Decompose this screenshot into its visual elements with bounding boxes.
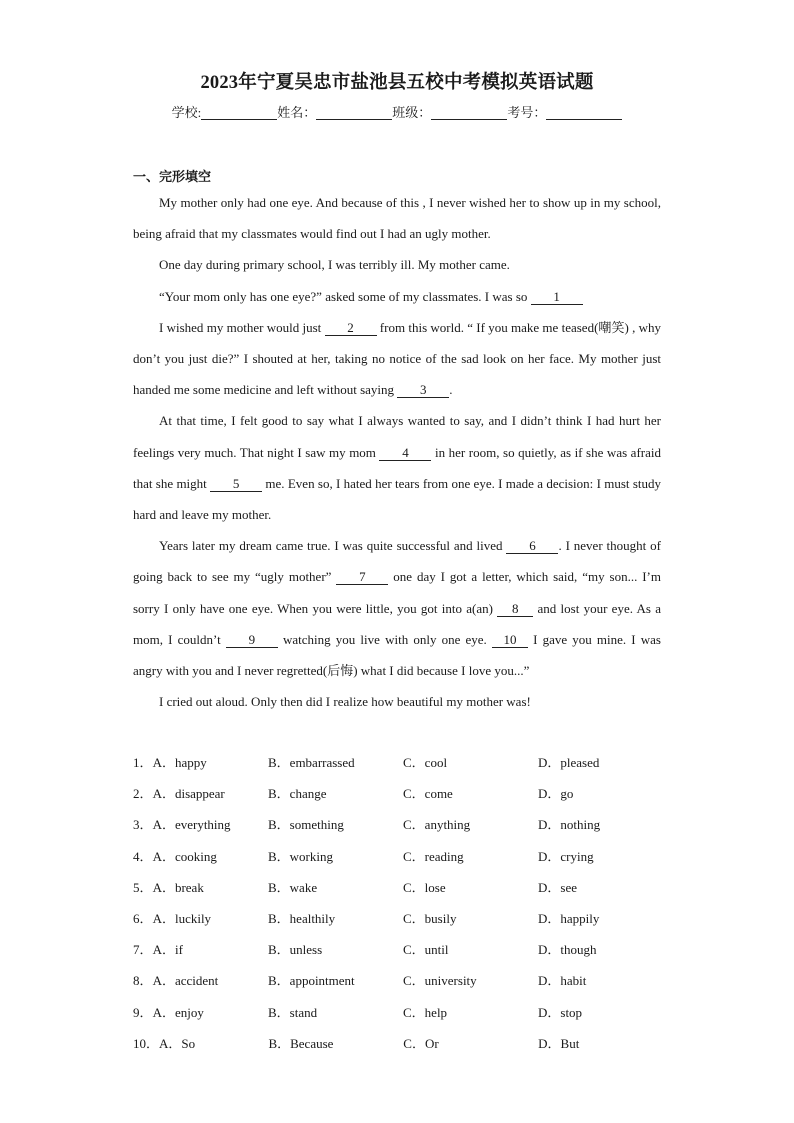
option-b[interactable]: B．healthily	[268, 910, 336, 926]
paragraph-4-text-a: I wished my mother would just	[159, 319, 325, 335]
class-field[interactable]	[431, 106, 507, 120]
option-c[interactable]: C．busily	[403, 910, 457, 926]
paragraph-6	[133, 530, 661, 686]
paragraph-5	[133, 405, 661, 530]
blank-7[interactable]: 7	[336, 570, 388, 585]
paragraph-5-text-b: in her room, so quietly, as if she was afraid that she might	[133, 444, 661, 491]
blank-2[interactable]: 2	[325, 321, 377, 336]
question-number: 6．	[133, 910, 153, 926]
question-row	[133, 809, 673, 840]
question-number: 9．	[133, 1004, 153, 1020]
question-number: 1．	[133, 755, 153, 770]
paragraph-6-text-a: Years later my dream came true. I was quite successful and lived	[159, 538, 507, 554]
option-c[interactable]: C．cool	[403, 755, 448, 770]
paragraph-1: My mother only had one eye. And because of this , I never wished her to show up in my school, being afraid that my classmates would find out I had an ugly mother.	[133, 195, 661, 242]
paragraph-4	[133, 312, 661, 406]
option-b[interactable]: B．embarrassed	[268, 755, 355, 770]
question-number: 5．	[133, 879, 153, 895]
option-d[interactable]: D．see	[538, 879, 577, 895]
option-d[interactable]: D．pleased	[538, 755, 600, 770]
option-a[interactable]: A．disappear	[152, 786, 225, 802]
option-c[interactable]: C．until	[403, 942, 449, 958]
option-b[interactable]: B．appointment	[268, 973, 355, 989]
paragraph-6-text-f: I gave you mine. I was angry with you and I never regretted(后悔) what I did because I love you...”	[133, 631, 661, 679]
cloze-passage	[133, 187, 661, 717]
option-d[interactable]: D．habit	[538, 973, 587, 989]
option-a[interactable]: A．cooking	[152, 848, 217, 864]
paragraph-4-text-c: .	[449, 382, 453, 398]
option-c[interactable]: C．come	[403, 786, 453, 802]
blank-3[interactable]: 3	[397, 383, 449, 398]
name-field[interactable]	[316, 106, 392, 120]
option-a[interactable]: A．enjoy	[152, 1004, 204, 1020]
option-d[interactable]: D．though	[538, 942, 597, 958]
option-a[interactable]: A．break	[152, 879, 204, 895]
option-d[interactable]: D．stop	[538, 1004, 583, 1020]
option-d[interactable]: D．happily	[538, 910, 600, 926]
question-number: 7．	[133, 942, 153, 958]
option-a[interactable]: A．happy	[152, 755, 207, 770]
paragraph-6-text-e: watching you live with only one eye.	[277, 631, 492, 647]
name-label: 姓名：	[277, 105, 317, 120]
blank-8[interactable]: 8	[497, 602, 533, 617]
option-d[interactable]: D．nothing	[538, 817, 601, 833]
paragraph-2: One day during primary school, I was terribly ill. My mother came.	[159, 257, 510, 273]
page-title: 2023年宁夏吴忠市盐池县五校中考模拟英语试题	[200, 73, 594, 93]
option-a[interactable]: A．So	[159, 1035, 196, 1051]
question-number: 4．	[133, 848, 153, 864]
school-field[interactable]	[201, 106, 277, 120]
option-a[interactable]: A．luckily	[152, 910, 212, 926]
question-number: 3．	[133, 817, 153, 833]
paragraph-6-text-c: one day I got a letter, which said, “my son... I’m sorry I only have one eye. When you were little, you got into a(an)	[133, 569, 661, 616]
school-label: 学校:	[171, 105, 202, 120]
question-row	[133, 934, 673, 965]
paragraph-5-text-c: me. Even so, I hated her tears from one eye. I made a decision: I must study hard and leave my mother.	[133, 475, 661, 523]
class-label: 班级：	[392, 105, 432, 120]
paragraph-5-text-a: At that time, I felt good to say what I always wanted to say, and I didn’t think I had hurt her feelings very much. That night I saw my mom	[133, 413, 661, 460]
blank-10[interactable]: 10	[492, 633, 528, 648]
question-row	[133, 841, 673, 872]
option-b[interactable]: B．stand	[268, 1004, 318, 1020]
blank-4[interactable]: 4	[379, 446, 431, 461]
option-b[interactable]: B．Because	[268, 1035, 334, 1051]
option-c[interactable]: C．lose	[403, 879, 446, 895]
option-c[interactable]: C．help	[403, 1004, 448, 1020]
option-a[interactable]: A．accident	[152, 973, 219, 989]
paragraph-6-text-d: and lost your eye. As a mom, I couldn’t	[133, 600, 662, 647]
question-number: 2．	[133, 786, 153, 802]
option-b[interactable]: B．unless	[268, 942, 323, 958]
paragraph-6-text-b: . I never thought of going back to see my “ugly mother”	[133, 538, 661, 585]
section-title: 一、完形填空	[133, 169, 212, 184]
option-c[interactable]: C．university	[403, 973, 477, 989]
option-c[interactable]: C．Or	[403, 1035, 439, 1051]
blank-6[interactable]: 6	[506, 539, 558, 554]
question-row	[133, 872, 673, 903]
blank-5[interactable]: 5	[210, 477, 262, 492]
option-b[interactable]: B．change	[268, 786, 327, 802]
student-info-line	[0, 102, 794, 121]
option-c[interactable]: C．anything	[403, 817, 471, 833]
paragraph-3-text: “Your mom only has one eye?” asked some of my classmates. I was so	[159, 288, 531, 304]
answer-options	[133, 747, 673, 1059]
option-b[interactable]: B．something	[268, 817, 344, 833]
option-b[interactable]: B．wake	[268, 879, 318, 895]
paragraph-3	[133, 281, 661, 312]
option-d[interactable]: D．But	[538, 1035, 580, 1051]
question-row	[133, 997, 673, 1028]
option-d[interactable]: D．crying	[538, 848, 594, 864]
question-row	[133, 903, 673, 934]
exam-number-label: 考号：	[507, 105, 547, 120]
question-row	[133, 778, 673, 809]
option-a[interactable]: A．if	[152, 942, 183, 958]
option-c[interactable]: C．reading	[403, 848, 464, 864]
blank-1[interactable]: 1	[531, 290, 583, 305]
question-number: 8．	[133, 973, 153, 989]
question-row	[133, 965, 673, 996]
question-row	[133, 1028, 673, 1059]
option-d[interactable]: D．go	[538, 786, 574, 802]
exam-number-field[interactable]	[546, 106, 622, 120]
option-a[interactable]: A．everything	[152, 817, 231, 833]
paragraph-4-text-b: from this world. “ If you make me teased(嘲笑) , why don’t you just die?” I shouted at her, taking no notice of the sad look on her face. My mother just handed me some medicine and left without saying	[133, 319, 661, 398]
question-number: 10．	[133, 1035, 160, 1051]
paragraph-7: I cried out aloud. Only then did I realize how beautiful my mother was!	[159, 694, 531, 710]
blank-9[interactable]: 9	[226, 633, 278, 648]
option-b[interactable]: B．working	[268, 848, 334, 864]
question-row	[133, 747, 673, 778]
